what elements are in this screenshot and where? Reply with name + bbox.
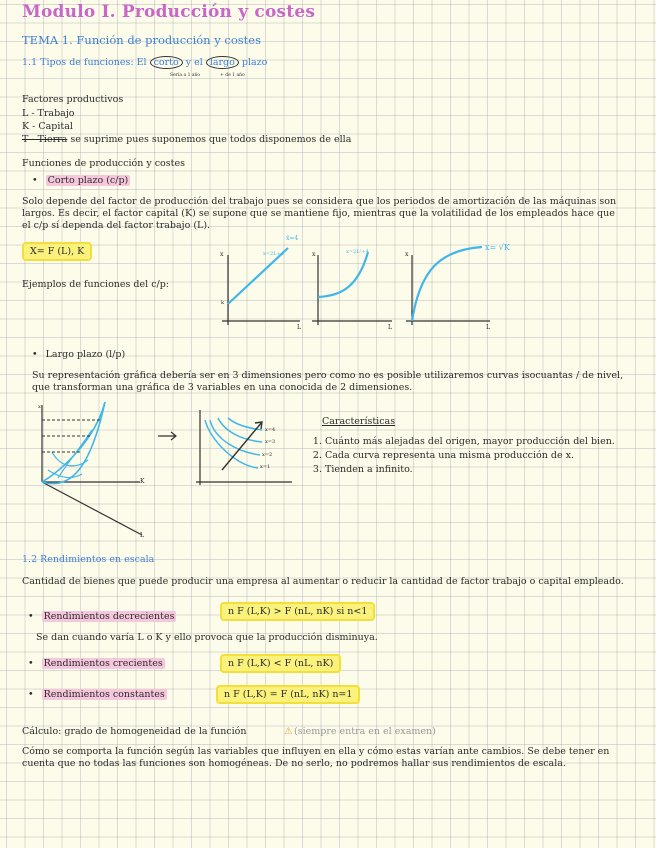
iso-label-3: x=3 (265, 439, 276, 445)
g1-top-label: x̄=4 (286, 235, 299, 242)
constantes-formula: n F (L,K) = F (nL, nK) n=1 (216, 685, 360, 704)
g3-x-label: L (486, 324, 490, 331)
g2-line-label: x=2L²+4 (346, 249, 369, 255)
warning-icon: ⚠ (284, 726, 293, 737)
corto-plazo-label: Corto plazo (c/p) (47, 175, 129, 186)
largo-word: largo (206, 56, 239, 69)
caracteristica-item: 3. Tienden a infinito. (325, 464, 635, 476)
constantes-label: Rendimientos constantes (43, 689, 165, 700)
note-largo: + de 1 año (220, 73, 245, 78)
g1-x-label: L (297, 324, 301, 331)
calculo-label: Cálculo: grado de homogeneidad de la función (22, 726, 247, 737)
rendimientos-paragraph: Cantidad de bienes que puede producir una empresa al aumentar o reducir la cantidad de factor trabajo o capital empleado. (22, 576, 624, 587)
heading-mid: y el (182, 57, 206, 68)
decrecientes-formula: n F (L,K) > F (nL, nK) si n<1 (220, 602, 375, 621)
axis3d-k: K (140, 478, 145, 485)
g2-y-label: x (312, 251, 316, 258)
corto-word: corto (150, 56, 183, 69)
arrow-right (158, 432, 176, 440)
formula-cp: X= F (L), K (22, 242, 92, 261)
caracteristica-item: 2. Cada curva representa una misma producción de x. (325, 450, 635, 462)
g3-y-label: x (405, 251, 409, 258)
g1-y-label: x (220, 251, 224, 258)
iso-label-2: x=2 (262, 452, 273, 458)
page-title: Modulo I. Producción y costes (22, 2, 316, 22)
factor-t-label: T - Tierra (22, 134, 68, 145)
factor-k: K - Capital (22, 121, 73, 132)
constantes-bullet (28, 689, 167, 700)
largo-plazo-label: Largo plazo (l/p) (45, 349, 126, 360)
crecientes-formula: n F (L,K) < F (nL, nK) (220, 654, 341, 673)
graph-3d (42, 402, 145, 535)
g1-k-label: k (221, 300, 225, 306)
crecientes-bullet (28, 658, 165, 669)
decrecientes-bullet (28, 611, 176, 622)
crecientes-label: Rendimientos crecientes (43, 658, 163, 669)
caracteristicas-list (305, 436, 635, 478)
axis3d-l: L (140, 532, 144, 539)
calculo-note: (siempre entra en el examen) (294, 726, 436, 737)
caracteristica-item: 1. Cuánto más alejadas del origen, mayor producción del bien. (325, 436, 635, 448)
tema-heading: TEMA 1. Función de producción y costes (22, 33, 261, 47)
section-1-2-heading: 1.2 Rendimientos en escala (22, 554, 155, 565)
calculo-paragraph: Cómo se comporta la función según las variables que influyen en ella y cómo estas varían ante cambios. Se debe tener en cuenta que no todas las funciones son homogéneas. De no serlo, no podremos hallar sus rendimientos de escala. (22, 746, 610, 769)
corto-plazo-paragraph: Solo depende del factor de producción del trabajo pues se considera que los periodos de amortización de las máquinas son largos. Es decir, el factor capital (K) se supone que se mantiene fijo, mientras que la volatilidad de los empleados hace que el c/p sí dependa del factor trabajo (L). (22, 196, 617, 231)
iso-label-4: x=4 (265, 427, 276, 433)
largo-plazo-paragraph: Su representación gráfica debería ser en 3 dimensiones pero como no es posible utilizaremos curvas isocuantas / de nivel, que transforman una gráfica de 3 variables en una conocida de 2 dimensiones. (32, 370, 624, 393)
decrecientes-note: Se dan cuando varía L o K y ello provoca que la producción disminuya. (36, 632, 378, 643)
factor-l: L - Trabajo (22, 108, 75, 119)
heading-prefix: 1.1 Tipos de funciones: El (22, 57, 150, 68)
factores-heading: Factores productivos (22, 94, 124, 105)
g3-line-label: x= √K (485, 243, 510, 252)
ejemplos-label: Ejemplos de funciones del c/p: (22, 279, 169, 290)
decrecientes-label: Rendimientos decrecientes (43, 611, 175, 622)
note-corto: Sería a 1 año (170, 73, 201, 78)
graph-isoquants (196, 410, 292, 485)
g2-x-label: L (388, 324, 392, 331)
g1-line-label: x=2L+4 (263, 251, 284, 257)
funciones-heading: Funciones de producción y costes (22, 158, 185, 169)
heading-suffix: plazo (238, 57, 268, 68)
factor-t-text: se suprime pues suponemos que todos disponemos de ella (67, 134, 352, 145)
axis3d-x: x (38, 404, 41, 410)
caracteristicas-heading: Características (322, 416, 396, 427)
iso-label-1: x=1 (260, 464, 271, 470)
